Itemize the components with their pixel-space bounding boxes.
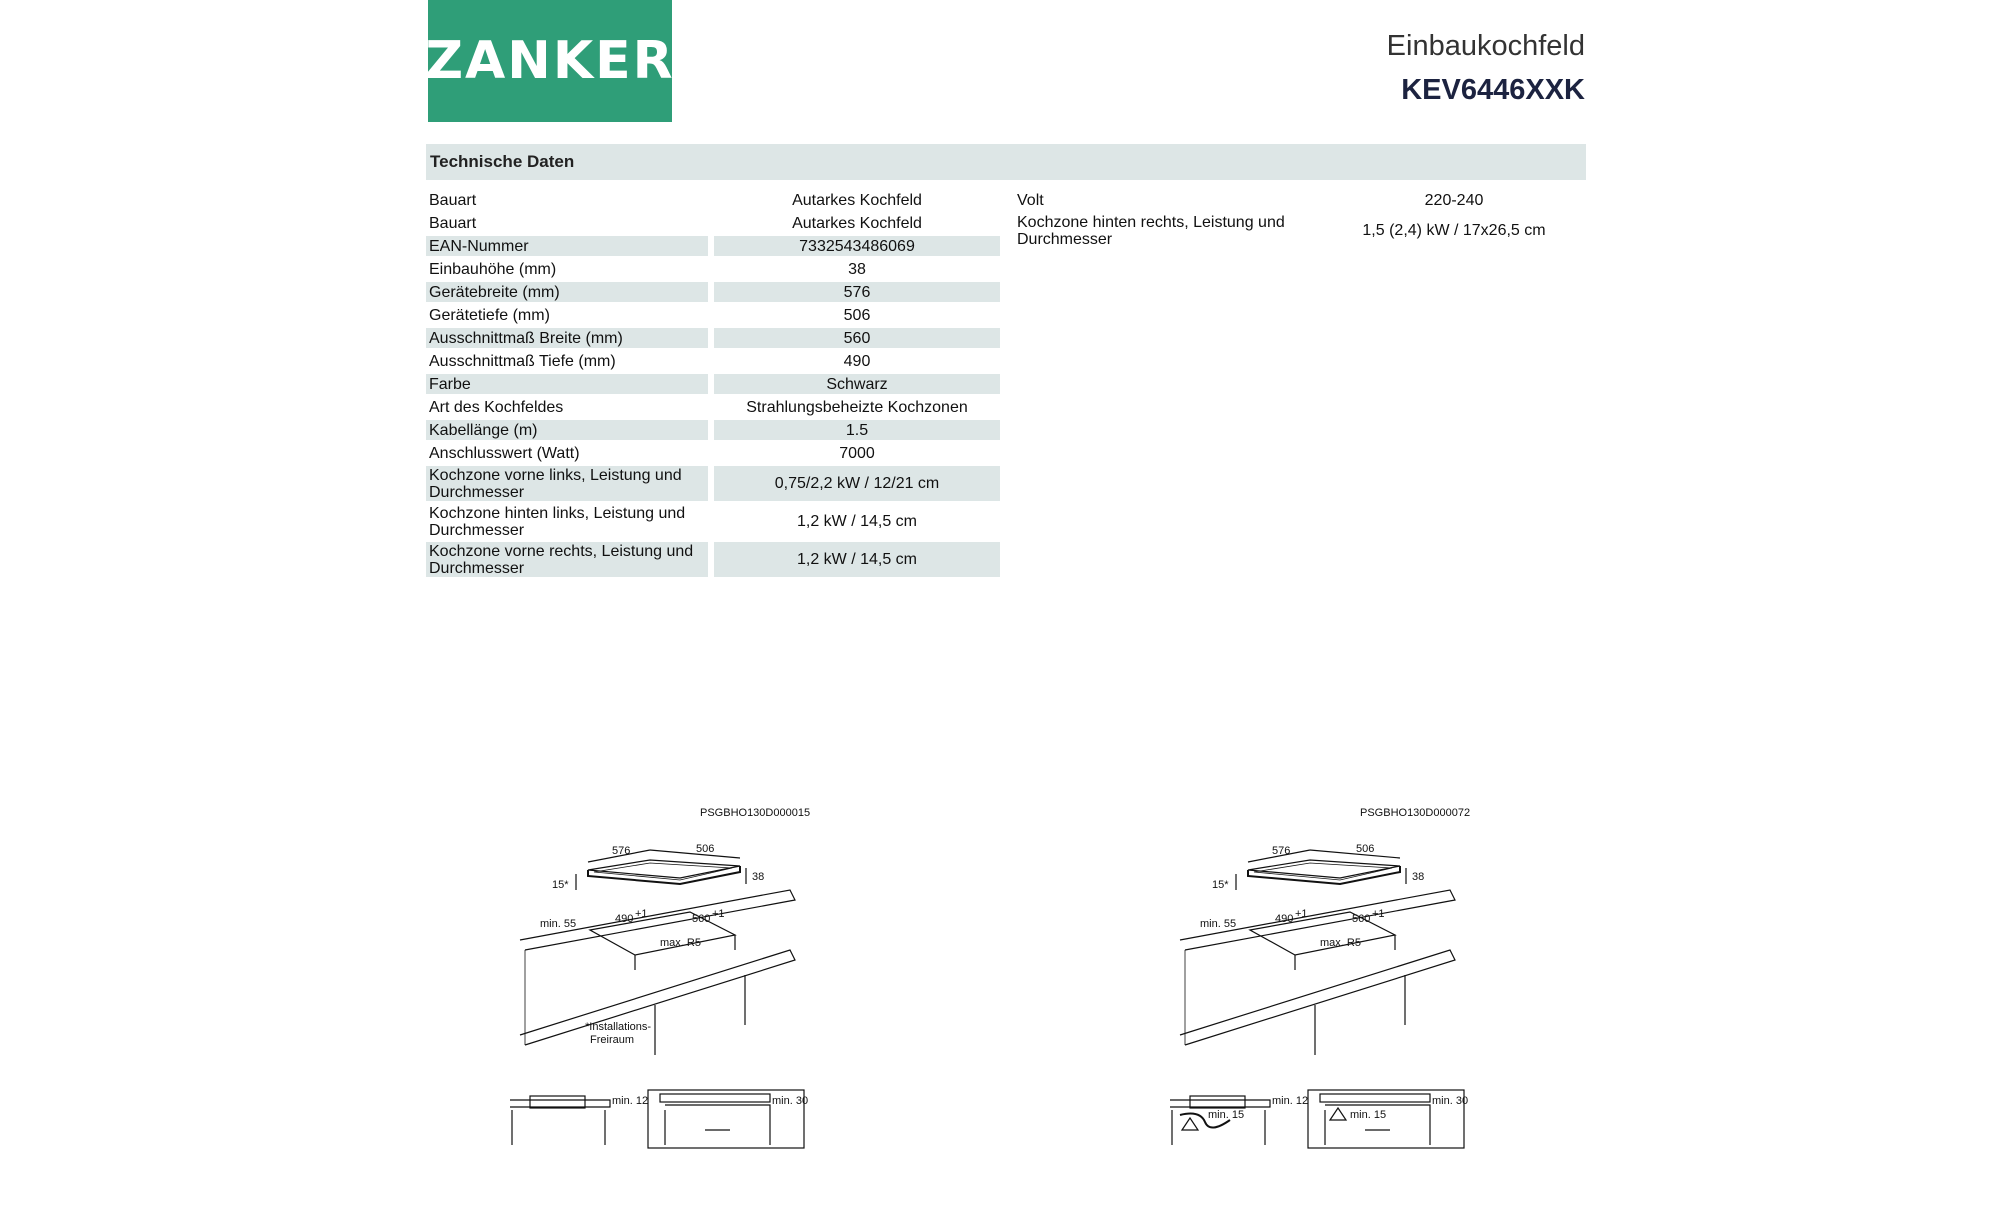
dim-depth: 506 bbox=[1356, 843, 1375, 855]
spec-row bbox=[426, 236, 1000, 256]
dim-gap: 15* bbox=[552, 879, 569, 891]
spec-row bbox=[426, 213, 1000, 233]
dim-cut-depth-tolerance: +1 bbox=[1295, 908, 1308, 920]
spec-row bbox=[426, 420, 1000, 440]
dim-cut-width-tolerance: +1 bbox=[712, 908, 725, 920]
spec-label: Kochzone hinten rechts, Leistung und Durchmesser bbox=[1017, 213, 1285, 248]
spec-value: 1.5 bbox=[714, 420, 1000, 440]
brand-logo-text: ZANKER bbox=[425, 31, 675, 91]
dim-min15: min. 15 bbox=[1208, 1109, 1245, 1121]
spec-value: 1,5 (2,4) kW / 17x26,5 cm bbox=[1362, 222, 1546, 239]
spec-row bbox=[426, 190, 1000, 210]
dim-min55: min. 55 bbox=[1200, 918, 1237, 930]
spec-value: 560 bbox=[714, 328, 1000, 348]
spec-value: 576 bbox=[714, 282, 1000, 302]
dim-width: 576 bbox=[612, 845, 631, 857]
spec-label: Ausschnittmaß Tiefe (mm) bbox=[429, 352, 616, 370]
dim-cut-depth-tolerance: +1 bbox=[635, 908, 648, 920]
spec-label: Gerätetiefe (mm) bbox=[429, 306, 550, 324]
dim-cut-width-tolerance: +1 bbox=[1372, 908, 1385, 920]
spec-value: Autarkes Kochfeld bbox=[792, 191, 922, 209]
spec-label: Kabellänge (m) bbox=[426, 420, 708, 440]
spec-value: 220-240 bbox=[1424, 191, 1484, 209]
installation-diagram bbox=[1160, 800, 1520, 1150]
dim-width: 576 bbox=[1272, 845, 1291, 857]
spec-value: Strahlungsbeheizte Kochzonen bbox=[746, 398, 968, 416]
spec-row bbox=[426, 504, 1000, 539]
dim-min12: min. 12 bbox=[1272, 1095, 1309, 1107]
spec-label: Volt bbox=[1017, 191, 1044, 209]
spec-row bbox=[426, 259, 1000, 279]
spec-row bbox=[1014, 213, 1584, 248]
spec-label: Art des Kochfeldes bbox=[429, 398, 564, 416]
spec-label: Kochzone vorne rechts, Leistung und Durchmesser bbox=[426, 542, 708, 577]
footnote-line1: *Installations- bbox=[585, 1021, 652, 1033]
spec-value: 38 bbox=[848, 260, 866, 278]
dim-min12: min. 12 bbox=[612, 1095, 649, 1107]
brand-logo bbox=[425, 0, 675, 122]
spec-value: 1,2 kW / 14,5 cm bbox=[796, 513, 918, 530]
spec-row bbox=[426, 397, 1000, 417]
spec-label: Farbe bbox=[426, 374, 708, 394]
spec-table-right bbox=[1014, 190, 1584, 251]
spec-label: Einbauhöhe (mm) bbox=[429, 260, 557, 278]
dim-cut-width: 560 bbox=[692, 913, 711, 925]
dim-depth: 506 bbox=[696, 843, 715, 855]
dim-min30: min. 30 bbox=[772, 1095, 809, 1107]
spec-value: 0,75/2,2 kW / 12/21 cm bbox=[714, 466, 1000, 501]
spec-label: Anschlusswert (Watt) bbox=[429, 444, 580, 462]
installation-diagram-drawing bbox=[500, 800, 860, 1150]
spec-row bbox=[426, 466, 1000, 501]
section-header bbox=[426, 144, 1586, 180]
spec-value: 506 bbox=[843, 306, 871, 324]
dim-min15: min. 15 bbox=[1350, 1109, 1387, 1121]
spec-label: Kochzone vorne links, Leistung und Durchmesser bbox=[426, 466, 708, 501]
spec-row bbox=[426, 374, 1000, 394]
spec-value: 490 bbox=[843, 352, 871, 370]
footnote-line2: Freiraum bbox=[590, 1034, 635, 1046]
spec-label: Kochzone hinten links, Leistung und Durchmesser bbox=[429, 504, 686, 539]
spec-row bbox=[1014, 190, 1584, 210]
dim-cut-depth: 490 bbox=[615, 913, 634, 925]
spec-value: Autarkes Kochfeld bbox=[792, 214, 922, 232]
installation-diagram bbox=[500, 800, 860, 1150]
spec-value: 1,2 kW / 14,5 cm bbox=[714, 542, 1000, 577]
dim-min55: min. 55 bbox=[540, 918, 577, 930]
spec-row bbox=[426, 542, 1000, 577]
spec-label: Bauart bbox=[429, 191, 477, 209]
spec-row bbox=[426, 328, 1000, 348]
spec-row bbox=[426, 443, 1000, 463]
spec-row bbox=[426, 305, 1000, 325]
dim-gap: 15* bbox=[1212, 879, 1229, 891]
dim-height: 38 bbox=[1412, 871, 1425, 883]
dim-height: 38 bbox=[752, 871, 765, 883]
spec-table-left bbox=[426, 190, 1000, 580]
spec-value: 7332543486069 bbox=[714, 236, 1000, 256]
spec-label: EAN-Nummer bbox=[426, 236, 708, 256]
dim-radius: max. R5 bbox=[1320, 937, 1361, 949]
installation-diagram-drawing bbox=[1160, 800, 1520, 1150]
spec-label: Gerätebreite (mm) bbox=[426, 282, 708, 302]
spec-label: Ausschnittmaß Breite (mm) bbox=[426, 328, 708, 348]
dim-min30: min. 30 bbox=[1432, 1095, 1469, 1107]
spec-row bbox=[426, 282, 1000, 302]
spec-label: Bauart bbox=[429, 214, 477, 232]
spec-value: Schwarz bbox=[714, 374, 1000, 394]
product-category: Einbaukochfeld bbox=[1386, 30, 1585, 62]
spec-value: 7000 bbox=[839, 444, 875, 462]
dim-cut-width: 560 bbox=[1352, 913, 1371, 925]
section-title: Technische Daten bbox=[430, 152, 575, 171]
spec-row bbox=[426, 351, 1000, 371]
diagram-code: PSGBHO130D000015 bbox=[700, 807, 811, 819]
product-model: KEV6446XXK bbox=[1401, 74, 1585, 106]
dim-cut-depth: 490 bbox=[1275, 913, 1294, 925]
diagram-code: PSGBHO130D000072 bbox=[1360, 807, 1471, 819]
dim-radius: max. R5 bbox=[660, 937, 701, 949]
